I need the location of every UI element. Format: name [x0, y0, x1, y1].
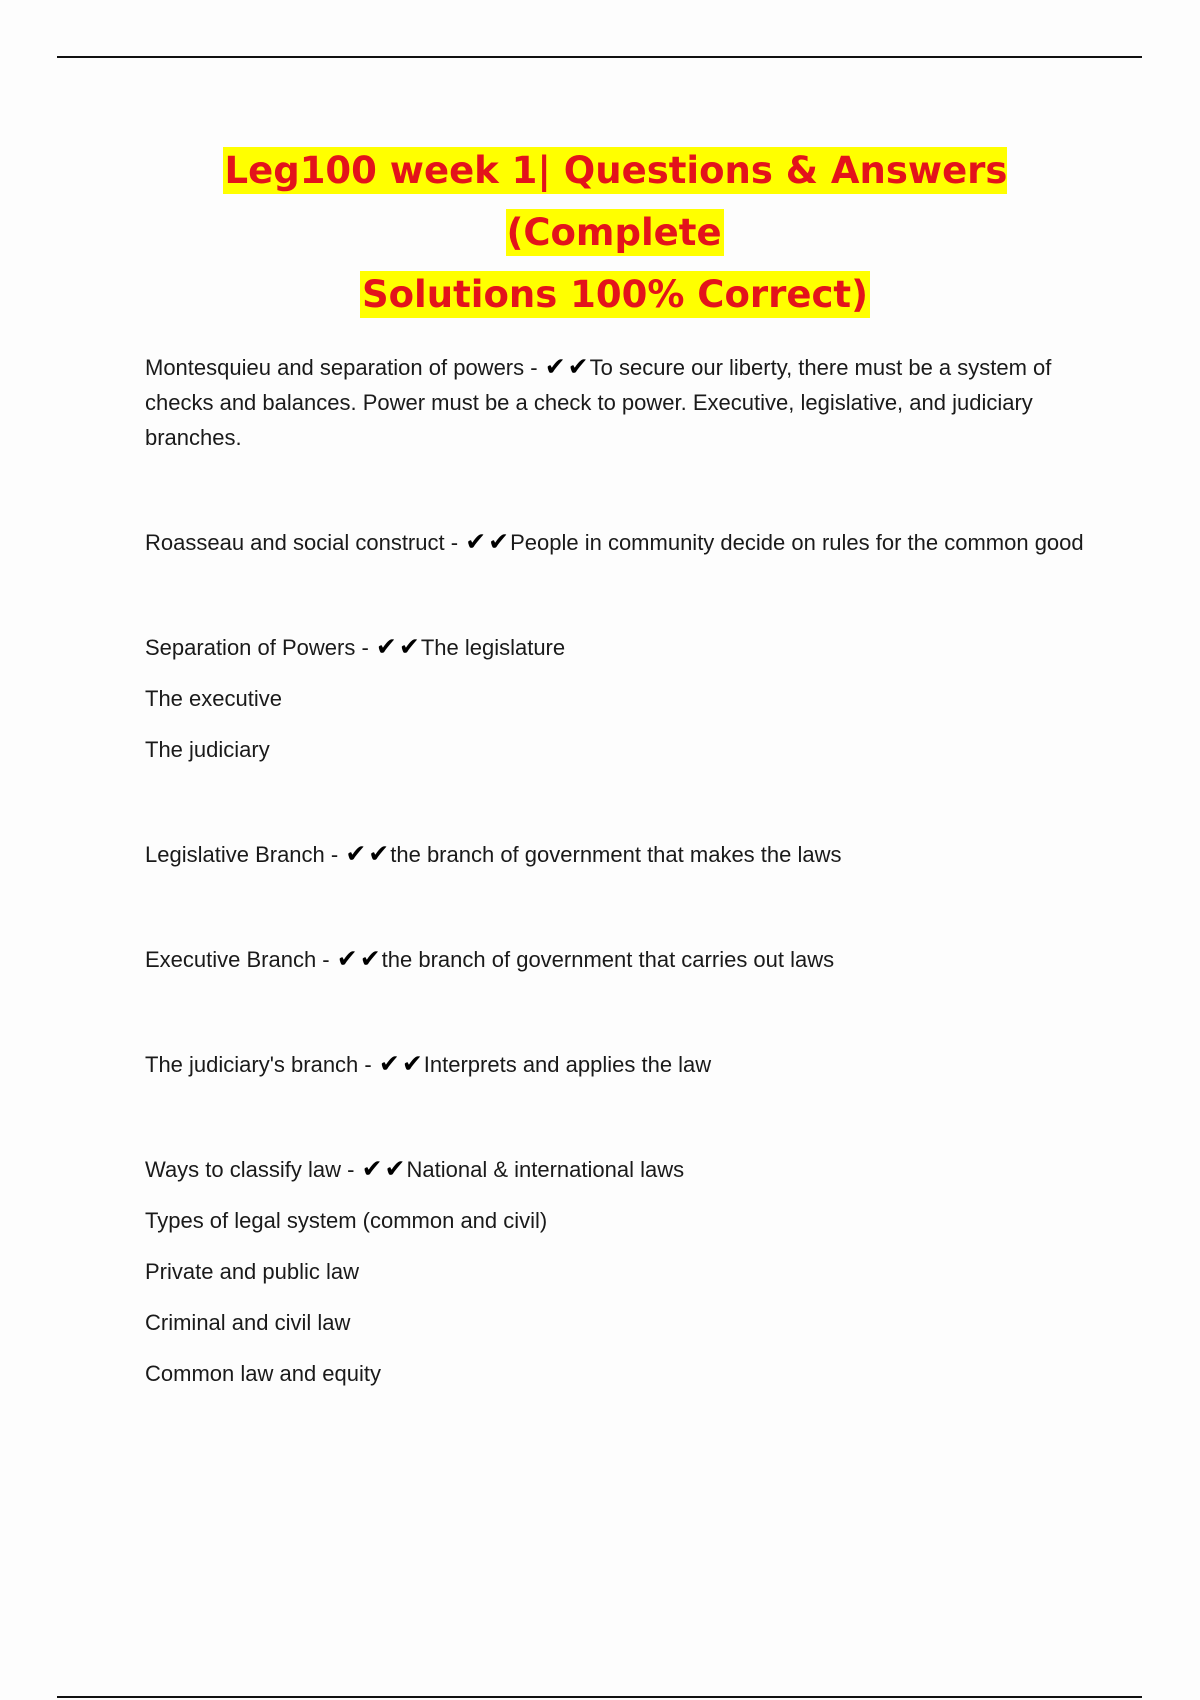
qa-item-legislative-branch	[145, 837, 1085, 872]
qa-term: Ways to classify law -	[145, 1157, 355, 1182]
qa-term: The judiciary's branch -	[145, 1052, 372, 1077]
qa-item-executive-branch	[145, 942, 1085, 977]
checkmark-icon: ✔	[378, 1049, 400, 1078]
checkmark-icon: ✔	[465, 527, 487, 556]
qa-answer: the branch of government that makes the laws	[390, 842, 842, 867]
checkmark-icon: ✔	[359, 944, 381, 973]
qa-answer: People in community decide on rules for the common good	[510, 530, 1084, 555]
spacer	[145, 977, 1085, 1047]
checkmark-icon: ✔	[398, 632, 420, 661]
title-line-1: Leg100 week 1| Questions & Answers (Complete	[224, 149, 1008, 254]
spacer	[145, 455, 1085, 525]
qa-extra-line: Types of legal system (common and civil)	[145, 1208, 548, 1233]
qa-answer: National & international laws	[406, 1157, 685, 1182]
qa-term: Roasseau and social construct -	[145, 530, 459, 555]
qa-line	[145, 630, 1085, 665]
qa-extra-line: Criminal and civil law	[145, 1310, 351, 1335]
qa-line	[145, 1047, 1085, 1082]
spacer	[145, 560, 1085, 630]
qa-line	[145, 837, 1085, 872]
qa-line	[145, 525, 1085, 560]
top-rule	[57, 56, 1142, 58]
spacer	[145, 872, 1085, 942]
bottom-rule	[57, 1696, 1142, 1698]
checkmark-icon: ✔	[567, 352, 589, 381]
qa-extra-line: Private and public law	[145, 1259, 360, 1284]
document-body	[145, 140, 1085, 1391]
checkmark-icon: ✔	[384, 1154, 406, 1183]
checkmark-icon: ✔	[368, 839, 390, 868]
qa-extra-line: Common law and equity	[145, 1361, 382, 1386]
checkmark-icon: ✔	[401, 1049, 423, 1078]
qa-term: Montesquieu and separation of powers -	[145, 355, 538, 380]
checkmark-icon: ✔	[488, 527, 510, 556]
checkmark-icon: ✔	[345, 839, 367, 868]
checkmark-icon: ✔	[375, 632, 397, 661]
qa-item-judiciary-branch	[145, 1047, 1085, 1082]
qa-answer: To secure our liberty, there must be a system of checks and balances. Power must be a check to power. Executive, legislative, and judiciary branches.	[145, 355, 1052, 450]
spacer	[145, 767, 1085, 837]
qa-extra-line: The judiciary	[145, 737, 270, 762]
qa-answer: Interprets and applies the law	[423, 1052, 712, 1077]
qa-item-separation-of-powers	[145, 630, 1085, 767]
checkmark-icon: ✔	[544, 352, 566, 381]
checkmark-icon: ✔	[361, 1154, 383, 1183]
qa-term: Legislative Branch -	[145, 842, 339, 867]
qa-line	[145, 350, 1085, 455]
spacer	[145, 1082, 1085, 1152]
document-title	[145, 140, 1085, 326]
qa-line	[145, 942, 1085, 977]
qa-item-roasseau	[145, 525, 1085, 560]
qa-answer: the branch of government that carries out laws	[381, 947, 835, 972]
qa-term: Executive Branch -	[145, 947, 330, 972]
qa-answer: The legislature	[420, 635, 566, 660]
title-line-2: Solutions 100% Correct)	[361, 273, 868, 316]
checkmark-icon: ✔	[336, 944, 358, 973]
qa-term: Separation of Powers -	[145, 635, 369, 660]
qa-line	[145, 1152, 1085, 1187]
qa-item-classify-law	[145, 1152, 1085, 1391]
qa-extra-line: The executive	[145, 686, 282, 711]
qa-item-montesquieu	[145, 350, 1085, 455]
